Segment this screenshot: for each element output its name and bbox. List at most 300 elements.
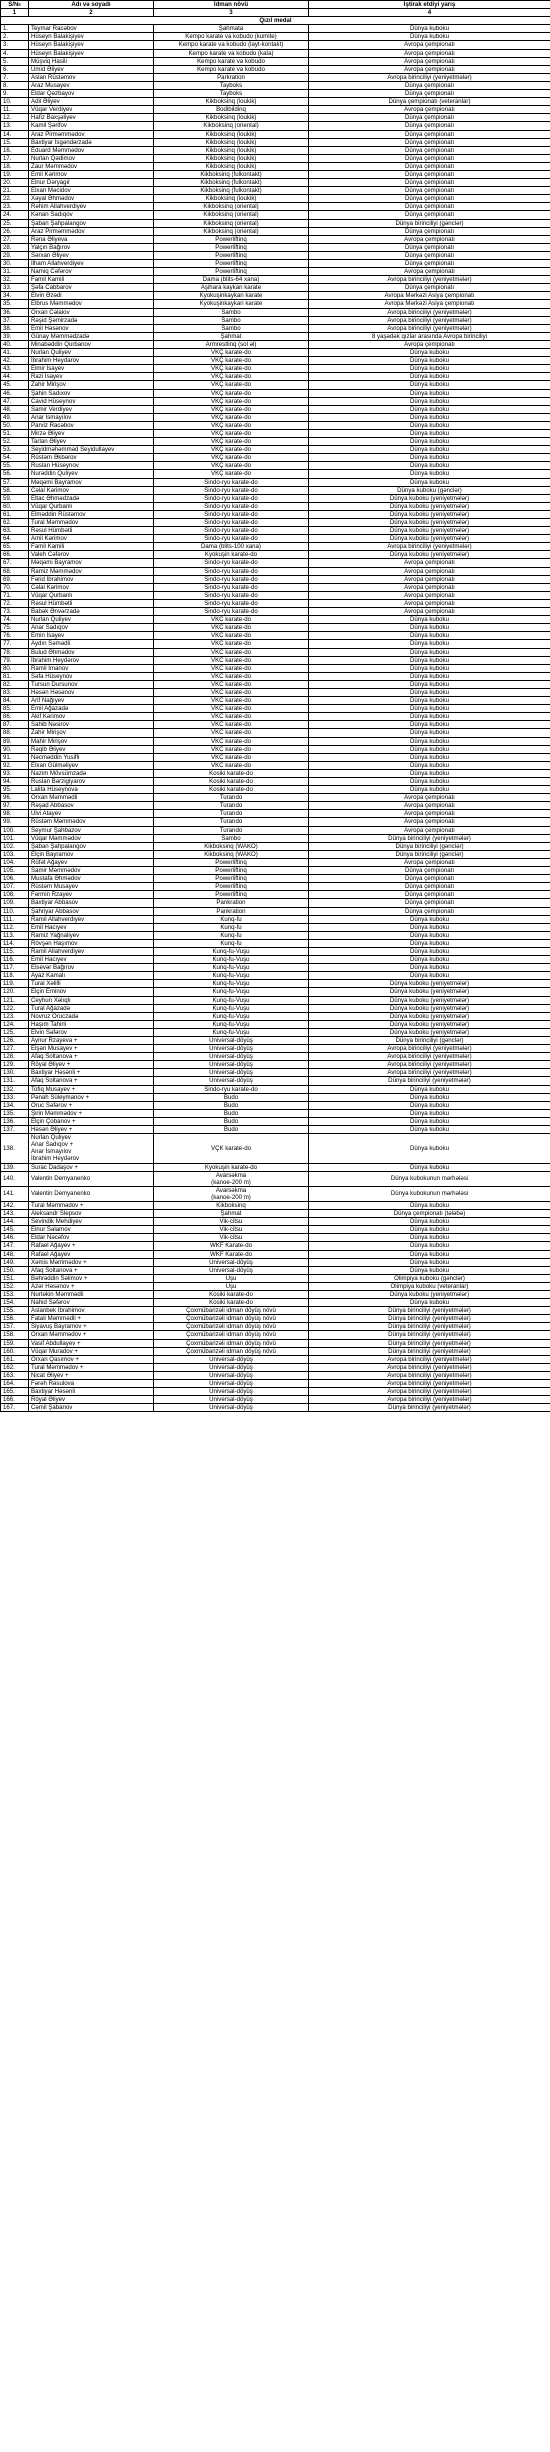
table-row: [1, 219, 550, 227]
sport-name: VKC karate-do: [154, 721, 309, 729]
sport-name: Kikboksinq (oriental): [154, 211, 309, 219]
table-row: [1, 519, 550, 527]
sport-name: VKÇ karate-do: [154, 373, 309, 381]
row-number: 85.: [1, 705, 29, 713]
row-number: 124.: [1, 1020, 29, 1028]
row-number: 88.: [1, 729, 29, 737]
competition-name: Dünya kuboku: [309, 1250, 550, 1258]
sport-name: VKC karate-do: [154, 705, 309, 713]
sport-name: Sindo-ryu karate-do: [154, 591, 309, 599]
table-row: [1, 1101, 550, 1109]
competition-name: Dünya kuboku: [309, 745, 550, 753]
athlete-name: Orxan Cəlalov: [29, 308, 154, 316]
athlete-name: Elxan Məcidov: [29, 187, 154, 195]
competition-name: Dünya kuboku: [309, 1234, 550, 1242]
competition-name: Dünya kubokunun mərhələsi: [309, 1186, 550, 1201]
competition-name: Dünya çempionatı: [309, 243, 550, 251]
athlete-name: Rəqib Əliyev: [29, 745, 154, 753]
sport-name: VKÇ karate-do: [154, 438, 309, 446]
row-number: 10.: [1, 98, 29, 106]
athlete-name: Cəmil Şabanov: [29, 1404, 154, 1412]
competition-name: Avropa birinciliyi (yeniyetmələr): [309, 1355, 550, 1363]
sport-name: Powerliftinq: [154, 858, 309, 866]
athlete-name: Aslan Rüstəmov: [29, 73, 154, 81]
competition-name: Dünya birinciliyi (yeniyetmələr): [309, 1077, 550, 1085]
table-row: [1, 1077, 550, 1085]
competition-name: Dünya birinciliyi (yeniyetmələr): [309, 1347, 550, 1355]
row-number: 166.: [1, 1396, 29, 1404]
competition-name: Dünya kuboku: [309, 721, 550, 729]
athlete-name: Cəlal Kərimov: [29, 486, 154, 494]
athlete-name: Emil Ağazadə: [29, 705, 154, 713]
sport-name: Çoxmübarizəli idman döyüş növü: [154, 1323, 309, 1331]
competition-name: 8 yaşədək qızlar arasında Avropa birinciliyi: [309, 332, 550, 340]
athlete-name: Aleksandr Slepsov: [29, 1210, 154, 1218]
sport-name: Sambo: [154, 834, 309, 842]
athlete-name: Akif Kərimov: [29, 713, 154, 721]
competition-name: Dünya birinciliyi (gənclər): [309, 850, 550, 858]
sport-name: Kempo karate va kobudo (kumite): [154, 33, 309, 41]
competition-name: Dünya kuboku: [309, 956, 550, 964]
competition-name: Dünya çempionatı: [309, 883, 550, 891]
sport-name: Kunq-fu-Vuşu: [154, 1028, 309, 1036]
row-number: 162.: [1, 1363, 29, 1371]
competition-name: Avropa çempionatı: [309, 49, 550, 57]
row-number: 17.: [1, 154, 29, 162]
athlete-name: Emil Hacıyev: [29, 956, 154, 964]
athlete-name: Minabəddin Qurbanov: [29, 340, 154, 348]
row-number: 159.: [1, 1339, 29, 1347]
sport-name: VKC karate-do: [154, 697, 309, 705]
competition-name: Dünya kuboku (yeniyetmələr): [309, 980, 550, 988]
sport-name: Turando: [154, 794, 309, 802]
row-number: 106.: [1, 875, 29, 883]
competition-name: Dünya kuboku: [309, 1266, 550, 1274]
row-number: 113.: [1, 931, 29, 939]
table-row: [1, 907, 550, 915]
sport-name: Dama (blits-100 xana): [154, 543, 309, 551]
table-row: [1, 535, 550, 543]
table-row: [1, 413, 550, 421]
table-row: [1, 1347, 550, 1355]
athlete-name: Orxan Məmmədov +: [29, 1331, 154, 1339]
sport-name: WKF Karate-do: [154, 1242, 309, 1250]
sport-name: VKC karate-do: [154, 632, 309, 640]
sport-name: WKF Karate-do: [154, 1250, 309, 1258]
table-row: [1, 1117, 550, 1125]
competition-name: Dünya kuboku: [309, 697, 550, 705]
table-row: [1, 349, 550, 357]
sport-name: Powerliftinq: [154, 867, 309, 875]
athlete-name: Şirin Məmmədov +: [29, 1109, 154, 1117]
row-number: 4.: [1, 49, 29, 57]
sport-name: Kikboksinq (oriental): [154, 219, 309, 227]
table-row: [1, 300, 550, 308]
sport-name: Kosiki karate-do: [154, 1291, 309, 1299]
sport-name: Kunq-fu-Vuşu: [154, 1004, 309, 1012]
sport-name: Powerliftinq: [154, 260, 309, 268]
row-number: 139.: [1, 1163, 29, 1171]
table-row: [1, 1210, 550, 1218]
athlete-name: Razi İsayev: [29, 373, 154, 381]
athlete-name: Aydın Səmədli: [29, 640, 154, 648]
sport-name: Kunq-fu: [154, 915, 309, 923]
cell-line: Avarsəkma: [215, 1186, 247, 1194]
row-number: 27.: [1, 235, 29, 243]
table-row: [1, 462, 550, 470]
athlete-name: Haşım Tahirli: [29, 1020, 154, 1028]
table-row: [1, 753, 550, 761]
table-row: [1, 923, 550, 931]
athlete-name: Emil Hacıyev: [29, 923, 154, 931]
row-number: 145.: [1, 1226, 29, 1234]
athlete-name: Ramil Allahverdiyev: [29, 947, 154, 955]
row-number: 163.: [1, 1371, 29, 1379]
row-number: 131.: [1, 1077, 29, 1085]
sport-name: Sindo-ryu karate-do: [154, 519, 309, 527]
row-number: 18.: [1, 162, 29, 170]
athlete-name: Araz Musayev: [29, 81, 154, 89]
athlete-name: Emil Kərimov: [29, 170, 154, 178]
athlete-name: Vüqar Muradov +: [29, 1347, 154, 1355]
sport-name: VKÇ karate-do: [154, 381, 309, 389]
row-number: 96.: [1, 794, 29, 802]
competition-name: Dünya çempionatı: [309, 899, 550, 907]
row-number: 90.: [1, 745, 29, 753]
sport-name: Universal-döyüş: [154, 1363, 309, 1371]
sport-name: Kunq-fu-Vuşu: [154, 996, 309, 1004]
table-row: [1, 1388, 550, 1396]
row-number: 29.: [1, 251, 29, 259]
table-row: [1, 292, 550, 300]
table-row: [1, 65, 550, 73]
sport-name: Sambo: [154, 316, 309, 324]
competition-name: Dünya kuboku: [309, 389, 550, 397]
competition-name: Dünya kubokunun mərhələsi: [309, 1171, 550, 1186]
competition-name: Avropa çempionatı: [309, 41, 550, 49]
table-row: [1, 640, 550, 648]
athlete-name: Hafiz Baxşəliyev: [29, 114, 154, 122]
table-row: [1, 340, 550, 348]
sport-name: Sindo-ryu karate-do: [154, 583, 309, 591]
cell-line: Anar İsmayılov: [31, 1148, 72, 1156]
athlete-name: Xəmis Məmmədov +: [29, 1258, 154, 1266]
athlete-name: Famil Kamili: [29, 543, 154, 551]
row-number: 108.: [1, 891, 29, 899]
sport-name: Çoxmübarizəli idman döyüş növü: [154, 1315, 309, 1323]
row-number: 81.: [1, 672, 29, 680]
row-number: 98.: [1, 810, 29, 818]
row-number: 12.: [1, 114, 29, 122]
row-number: 149.: [1, 1258, 29, 1266]
competition-name: Avropa çempionatı: [309, 810, 550, 818]
sport-name: VKC karate-do: [154, 672, 309, 680]
athlete-name: Vüqar Məmmədov: [29, 834, 154, 842]
row-number: 68.: [1, 567, 29, 575]
table-row: [1, 1315, 550, 1323]
row-number: 52.: [1, 438, 29, 446]
table-row: [1, 721, 550, 729]
table-row: [1, 745, 550, 753]
table-row: [1, 1323, 550, 1331]
sport-name: Budo: [154, 1093, 309, 1101]
competition-name: Dünya çempionatı: [309, 130, 550, 138]
athlete-name: Nazim Mövsümzadə: [29, 769, 154, 777]
row-number: 53.: [1, 446, 29, 454]
row-number: 38.: [1, 324, 29, 332]
table-row: [1, 1258, 550, 1266]
table-row: [1, 786, 550, 794]
athlete-name: Kənan Sadıqov: [29, 211, 154, 219]
sport-name: Sindo-ryu karate-do: [154, 486, 309, 494]
row-number: 116.: [1, 956, 29, 964]
competition-name: Dünya kuboku: [309, 25, 550, 33]
competition-name: Avropa çempionatı: [309, 818, 550, 826]
table-row: [1, 162, 550, 170]
sport-name: Şahmata: [154, 25, 309, 33]
sport-name: Sindo-ryu karate-do: [154, 559, 309, 567]
competition-name: Dünya çempionatı: [309, 154, 550, 162]
competition-name: Dünya çempionatı: [309, 195, 550, 203]
row-number: 16.: [1, 146, 29, 154]
table-row: [1, 1234, 550, 1242]
table-row: [1, 1396, 550, 1404]
table-row: [1, 510, 550, 518]
sport-name: VKC karate-do: [154, 680, 309, 688]
athlete-name: Surac Dadaşov +: [29, 1163, 154, 1171]
row-number: 59.: [1, 494, 29, 502]
competition-name: Dünya kuboku (yeniyetmələr): [309, 1291, 550, 1299]
competition-name: Avropa birinciliyi (yeniyetmələr): [309, 1363, 550, 1371]
header-name: Adı və soyadı: [29, 1, 154, 9]
sport-name: Kikboksinq (loukik): [154, 98, 309, 106]
sport-name: Parkration: [154, 73, 309, 81]
sport-name: Universal-döyüş: [154, 1404, 309, 1412]
athlete-name: Rəsul Hümbətli: [29, 527, 154, 535]
table-row: [1, 931, 550, 939]
sport-name: VKÇ karate-do: [154, 389, 309, 397]
table-row: [1, 454, 550, 462]
row-number: 97.: [1, 802, 29, 810]
sport-name: Kyokuşinkaykan karate: [154, 292, 309, 300]
row-number: 93.: [1, 769, 29, 777]
competition-name: Dünya kuboku (yeniyetmələr): [309, 988, 550, 996]
athlete-name: Fərmin Rzayev: [29, 891, 154, 899]
sport-name: Universal-döyüş: [154, 1355, 309, 1363]
sport-name: Powerliftinq: [154, 251, 309, 259]
table-row: [1, 446, 550, 454]
table-row: [1, 834, 550, 842]
sport-name: Kikboksinq (oriental): [154, 227, 309, 235]
athlete-name: Elçin Eminov: [29, 988, 154, 996]
table-row: [1, 1226, 550, 1234]
row-number: 25.: [1, 219, 29, 227]
sport-name: Tayboks: [154, 81, 309, 89]
athlete-name: Nurlan Qədimov: [29, 154, 154, 162]
table-row: [1, 527, 550, 535]
athlete-name: Hüseyn Balakişiyev: [29, 49, 154, 57]
sport-name: Kikboksinq (loukik): [154, 146, 309, 154]
competition-name: Dünya birinciliyi (yeniyetmələr): [309, 1307, 550, 1315]
row-number: 114.: [1, 939, 29, 947]
athlete-name: Mirzə Əliyev: [29, 429, 154, 437]
sport-name: Çoxmübarizəli idman döyüş növü: [154, 1347, 309, 1355]
athlete-name: Nurlan Quliyev: [29, 349, 154, 357]
athlete-name: Həsən Həsənov: [29, 688, 154, 696]
sport-name: Kyokuşinkaykan karate: [154, 300, 309, 308]
sport-name: Kikboksinq (loukik): [154, 162, 309, 170]
athlete-name: Babək Ənvərzadə: [29, 608, 154, 616]
row-number: 141.: [1, 1186, 29, 1201]
table-row: [1, 818, 550, 826]
athlete-name: Araz Pirməmmədov: [29, 227, 154, 235]
athlete-name: Sərxan Əliyev: [29, 251, 154, 259]
row-number: 1.: [1, 25, 29, 33]
athlete-name: İbrahim Heydərov: [29, 656, 154, 664]
competition-name: Dünya kuboku: [309, 648, 550, 656]
table-row: [1, 599, 550, 607]
competition-name: Avropa birinciliyi (yeniyetmələr): [309, 316, 550, 324]
athlete-name: Ruslan Hüseynov: [29, 462, 154, 470]
row-number: 51.: [1, 429, 29, 437]
table-row: [1, 1012, 550, 1020]
athlete-name: Rüstəm Musayev: [29, 883, 154, 891]
athlete-name: Şahriyar Abbasov: [29, 907, 154, 915]
row-number: 132.: [1, 1085, 29, 1093]
sport-name: Powerliftinq: [154, 268, 309, 276]
row-number: 148.: [1, 1250, 29, 1258]
row-number: 61.: [1, 510, 29, 518]
table-row: [1, 559, 550, 567]
athlete-name: Bulud Əhmədov: [29, 648, 154, 656]
row-number: 126.: [1, 1037, 29, 1045]
competition-name: Avropa birinciliyi (yeniyetmələr): [309, 1371, 550, 1379]
sport-name: Kunq-fu: [154, 931, 309, 939]
sport-name: Kikboksinq: [154, 1201, 309, 1209]
athlete-name: Elmir İsayev: [29, 365, 154, 373]
row-number: 82.: [1, 680, 29, 688]
sport-name: VKC karate-do: [154, 713, 309, 721]
row-number: 152.: [1, 1282, 29, 1290]
sport-name: Kikboksinq (oriental): [154, 122, 309, 130]
sport-name: VÇK karate-do: [154, 1134, 309, 1163]
row-number: 89.: [1, 737, 29, 745]
athlete-name: Emin İsayev: [29, 632, 154, 640]
row-number: 49.: [1, 413, 29, 421]
row-number: 36.: [1, 308, 29, 316]
competition-name: Avropa çempionatı: [309, 608, 550, 616]
athlete-name: Valentin Demyanenko: [29, 1186, 154, 1201]
sport-name: VKÇ karate-do: [154, 421, 309, 429]
row-number: 87.: [1, 721, 29, 729]
athlete-name: Ramiz Yağnaliyev: [29, 931, 154, 939]
athlete-name: Adil Əliyev: [29, 98, 154, 106]
athlete-name: Rüstəm Əkbərov: [29, 454, 154, 462]
athlete-name: Pənah Süleymanov +: [29, 1093, 154, 1101]
sport-name: Tayboks: [154, 90, 309, 98]
competition-name: Avropa çempionatı: [309, 57, 550, 65]
header-index-row: [1, 9, 550, 17]
sport-name: Kempo karate va kobudo (kata): [154, 49, 309, 57]
table-row: [1, 1307, 550, 1315]
athlete-name: Bəhrəddin Səlimov +: [29, 1274, 154, 1282]
competition-name: Dünya kuboku: [309, 656, 550, 664]
sport-name: Powerliftinq: [154, 875, 309, 883]
athlete-name: Samir Məmmədov: [29, 867, 154, 875]
athlete-name: Nurlan Quliyev: [29, 616, 154, 624]
competition-name: Dünya kuboku: [309, 438, 550, 446]
athlete-names: [29, 1134, 154, 1163]
row-number: 155.: [1, 1307, 29, 1315]
row-number: 43.: [1, 365, 29, 373]
sport-name: Powerliftinq: [154, 235, 309, 243]
row-number: 125.: [1, 1028, 29, 1036]
competition-name: Dünya kuboku: [309, 1242, 550, 1250]
competition-name: Dünya kuboku (yeniyetmələr): [309, 502, 550, 510]
row-number: 14.: [1, 130, 29, 138]
row-number: 80.: [1, 664, 29, 672]
table-row: [1, 826, 550, 834]
athlete-name: Baxtiyar Həsənli +: [29, 1069, 154, 1077]
competition-name: Dünya kuboku (yeniyetmələr): [309, 1028, 550, 1036]
row-number: 57.: [1, 478, 29, 486]
competition-name: Dünya çempionatı: [309, 162, 550, 170]
sport-name: Pankration: [154, 907, 309, 915]
sport-name: Kunq-fu: [154, 939, 309, 947]
row-number: 66.: [1, 551, 29, 559]
athlete-name: Afaq Soltanova +: [29, 1053, 154, 1061]
competition-name: Dünya kuboku: [309, 1101, 550, 1109]
athlete-name: Röyal Əliyev: [29, 1396, 154, 1404]
competition-name: Dünya kuboku: [309, 705, 550, 713]
competition-name: Dünya kuboku: [309, 1117, 550, 1125]
athlete-name: Aslanbek İbrahimov: [29, 1307, 154, 1315]
sport-name: Kosiki karate-do: [154, 778, 309, 786]
competition-name: Dünya kuboku: [309, 373, 550, 381]
athlete-name: Samir Verdiyev: [29, 405, 154, 413]
table-row: [1, 1266, 550, 1274]
athlete-name: Tarlan Əliyev: [29, 438, 154, 446]
sport-name: Sindo-ryu karate-do: [154, 502, 309, 510]
competition-name: Dünya kuboku: [309, 1163, 550, 1171]
athlete-name: Elvin Səfərov: [29, 1028, 154, 1036]
athlete-name: Anar İsmayılov: [29, 413, 154, 421]
table-row: [1, 421, 550, 429]
competition-name: Dünya kuboku (gənclər): [309, 486, 550, 494]
table-row: [1, 891, 550, 899]
athlete-name: Eldar Nəcəfov: [29, 1234, 154, 1242]
sport-name: Vik-citsu: [154, 1234, 309, 1242]
table-row: [1, 494, 550, 502]
athlete-name: Elnur Dəryagir: [29, 179, 154, 187]
athlete-name: Sahib Nəsirov: [29, 721, 154, 729]
sport-name: Sindo-ryu karate-do: [154, 1085, 309, 1093]
row-number: 79.: [1, 656, 29, 664]
table-row: [1, 284, 550, 292]
athlete-name: Fərid İbrahimov: [29, 575, 154, 583]
row-number: 3.: [1, 41, 29, 49]
sport-name: Pankration: [154, 899, 309, 907]
sport-name: VKÇ karate-do: [154, 405, 309, 413]
athlete-name: Anar Sadıqov: [29, 624, 154, 632]
table-row: [1, 988, 550, 996]
table-row: [1, 33, 550, 41]
section-title: Qızıl medal: [1, 17, 550, 25]
sport-name: Sindo-ryu karate-do: [154, 575, 309, 583]
competition-name: Dünya kuboku: [309, 931, 550, 939]
athlete-name: Nurtəkin Məmmədli: [29, 1291, 154, 1299]
row-number: 146.: [1, 1234, 29, 1242]
